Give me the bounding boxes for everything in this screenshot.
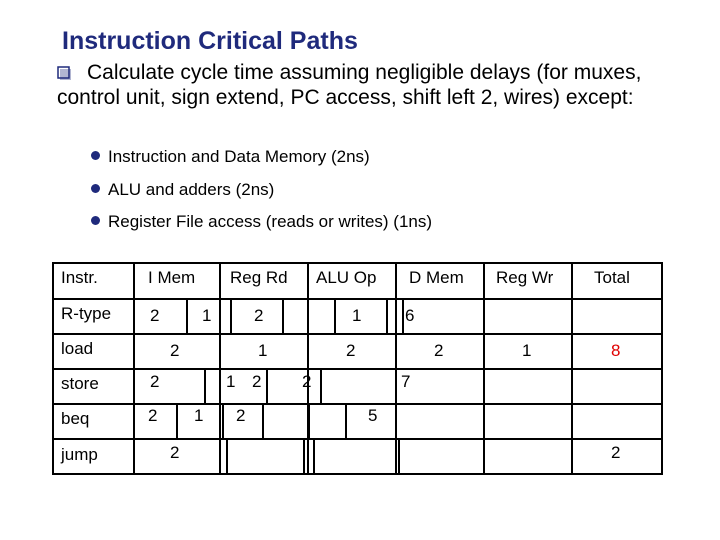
table-cell: 2: [150, 372, 160, 391]
bullet-item: Register File access (reads or writes) (1ns): [91, 212, 432, 232]
table-cell: 1: [258, 341, 268, 360]
table-cell: 2: [148, 406, 158, 425]
table-cell: 1: [352, 306, 362, 325]
table-cell: 5: [368, 406, 378, 425]
header-alu-op: ALU Op: [316, 268, 377, 287]
table-cell: 2: [434, 341, 444, 360]
dot-bullet-icon: [91, 184, 100, 193]
table-cell: 2: [302, 372, 312, 391]
table-cell: 2: [170, 341, 180, 360]
table-cell: 2: [346, 341, 356, 360]
table-cell: 2: [252, 372, 262, 391]
row-label-load: load: [61, 339, 94, 358]
bullet-item: ALU and adders (2ns): [91, 180, 274, 200]
table-cell: 1: [194, 406, 204, 425]
dot-bullet-icon: [91, 151, 100, 160]
table-cell: 6: [405, 306, 415, 325]
header-total: Total: [594, 268, 630, 287]
header-i-mem: I Mem: [148, 268, 196, 287]
intro-text: Calculate cycle time assuming negligible delays (for muxes, control unit, sign extend, PC access, shift left 2, wires) except:: [57, 61, 642, 109]
dot-bullet-icon: [91, 216, 100, 225]
row-label-jump: jump: [61, 445, 98, 464]
table-cell: 1: [226, 372, 236, 391]
header-instr: Instr.: [61, 268, 98, 287]
table-cell: 1: [522, 341, 532, 360]
header-reg-rd: Reg Rd: [230, 268, 288, 287]
header-reg-wr: Reg Wr: [496, 268, 554, 287]
row-label-store: store: [61, 374, 99, 393]
row-label-rtype: R-type: [61, 304, 112, 323]
total-cell-highlight: 8: [611, 341, 621, 360]
table-cell: 1: [202, 306, 212, 325]
table-cell: 2: [254, 306, 264, 325]
table-cell: 2: [150, 306, 160, 325]
row-label-beq: beq: [61, 409, 90, 428]
bullet-item: Instruction and Data Memory (2ns): [91, 147, 370, 167]
table-cell: 2: [170, 443, 180, 462]
slide-title: Instruction Critical Paths: [62, 27, 358, 55]
header-d-mem: D Mem: [409, 268, 464, 287]
table-cell: 7: [401, 372, 411, 391]
table-cell: 2: [236, 406, 246, 425]
table-cell: 2: [611, 443, 621, 462]
